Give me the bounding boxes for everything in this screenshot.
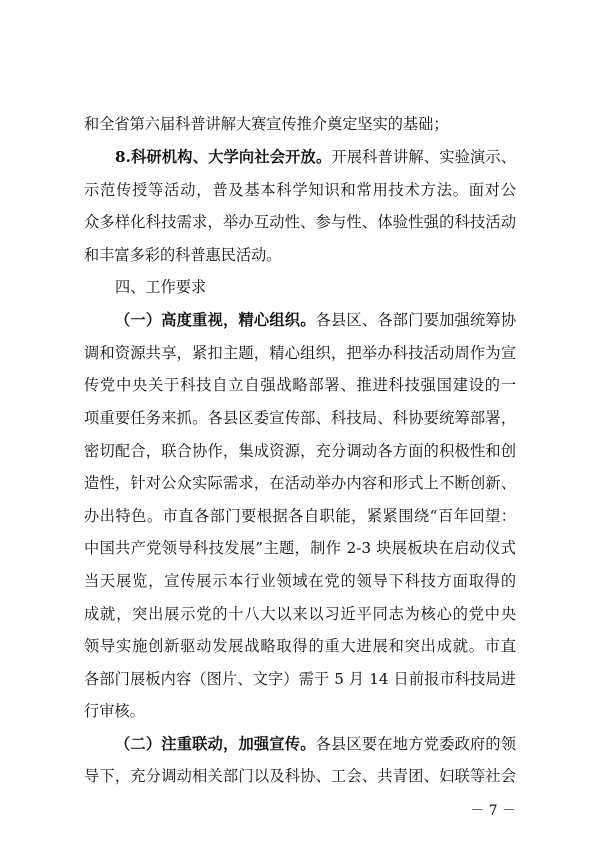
subsection-1-line: （一）高度重视，精心组织。各县区、各部门要加强统筹协	[115, 311, 517, 329]
body-text-line: 造性，针对公众实际需求，在活动举办内容和形式上不断创新、	[84, 474, 516, 492]
page-number: － 7 －	[470, 803, 516, 819]
section-heading: 四、工作要求	[115, 278, 207, 296]
body-text-line: 当天展览，宣传展示本行业领域在党的领导下科技方面取得的	[84, 572, 516, 590]
body-text-line: 项重要任务来抓。各县区委宣传部、科技局、科协要统筹部署，	[84, 409, 516, 427]
body-text-line: 行审核。	[84, 702, 145, 720]
body-text-line: 示范传授等活动，普及基本科学知识和常用技术方法。面对公	[84, 181, 516, 199]
body-text-line: 领导实施创新驱动发展战略取得的重大进展和突出成就。市直	[84, 637, 516, 655]
body-text-line: 成就，突出展示党的十八大以来以习近平同志为核心的党中央	[84, 605, 516, 623]
body-text-line: 办出特色。市直各部门要根据各自职能，紧紧围绕“百年回望：	[84, 507, 516, 525]
body-text-line: 导下，充分调动相关部门以及科协、工会、共青团、妇联等社会	[84, 767, 516, 785]
body-text-line: 传党中央关于科技自立自强战略部署、推进科技强国建设的一	[84, 376, 516, 394]
subsection-2-line: （二）注重联动，加强宣传。各县区要在地方党委政府的领	[115, 735, 517, 753]
subsection-1-heading: （一）高度重视，精心组织。	[115, 311, 316, 329]
body-text-line: 密切配合，联合协作，集成资源，充分调动各方面的积极性和创	[84, 442, 516, 460]
body-text-line: 众多样化科技需求，举办互动性、参与性、体验性强的科技活动	[84, 213, 516, 231]
item-8-heading: 8.科研机构、大学向社会开放。	[115, 148, 332, 166]
item-8-line: 8.科研机构、大学向社会开放。开展科普讲解、实验演示、	[115, 148, 517, 166]
body-text-line: 各部门展板内容（图片、文字）需于 5 月 14 日前报市科技局进	[84, 670, 516, 688]
body-text-line: 中国共产党领导科技发展”主题，制作 2-3 块展板块在启动仪式	[84, 539, 516, 557]
body-text-line: 调和资源共享，紧扣主题，精心组织，把举办科技活动周作为宣	[84, 344, 516, 362]
subsection-2-heading: （二）注重联动，加强宣传。	[115, 735, 316, 753]
body-text-line: 和丰富多彩的科普惠民活动。	[84, 246, 282, 264]
body-text-line: 和全省第六届科普讲解大赛宣传推介奠定坚实的基础；	[84, 115, 449, 133]
